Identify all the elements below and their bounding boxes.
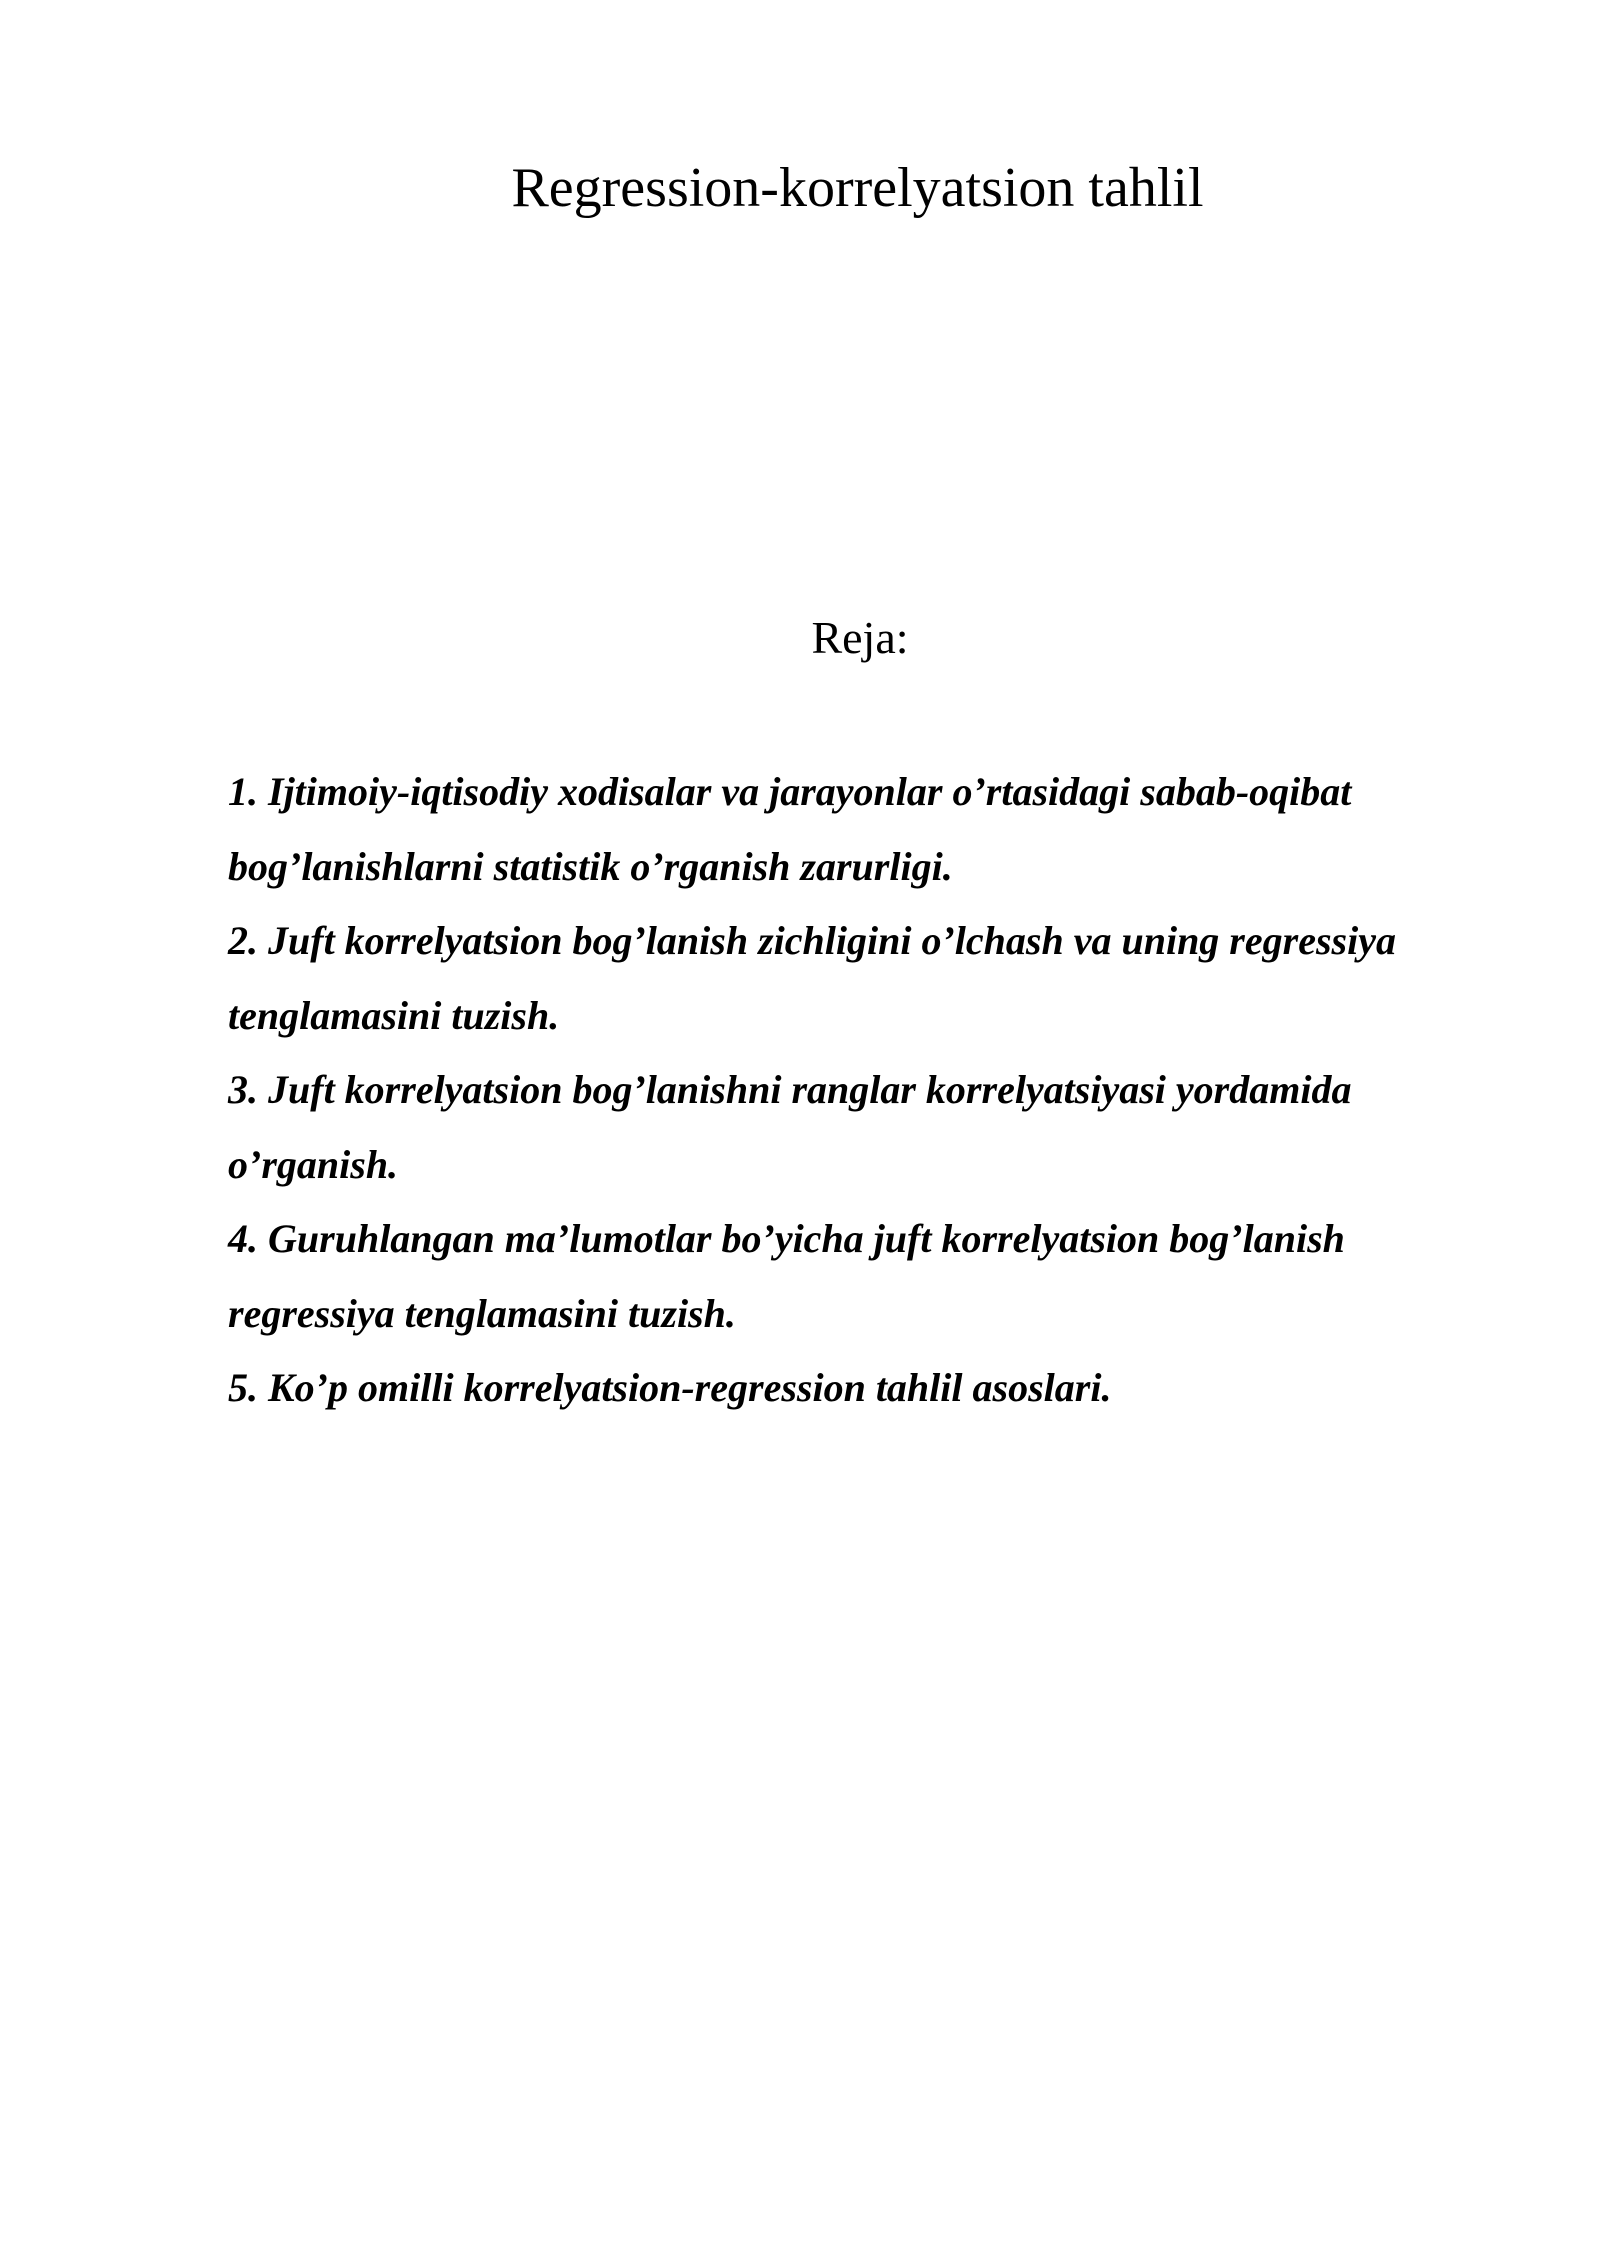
plan-line: 4. Guruhlangan ma’lumotlar bo’yicha juft korrelyatsion bog’lanish (228, 1216, 1345, 1261)
plan-line: 5. Ko’p omilli korrelyatsion-regression tahlil asoslari. (228, 1365, 1112, 1410)
plan-line: bog’lanishlarni statistik o’rganish zarurligi. (228, 843, 953, 889)
document-title: Regression-korrelyatsion tahlil (511, 157, 1204, 219)
plan-line: 1. Ijtimoiy-iqtisodiy xodisalar va jarayonlar o’rtasidagi sabab-oqibat (228, 769, 1352, 814)
plan-list (228, 755, 1498, 1426)
plan-line: tenglamasini tuzish. (228, 992, 560, 1038)
plan-heading: Reja: (811, 612, 909, 663)
plan-line: 2. Juft korrelyatsion bog’lanish zichligini o’lchash va uning regressiya (228, 918, 1396, 963)
plan-line: regressiya tenglamasini tuzish. (228, 1290, 736, 1336)
plan-line: 3. Juft korrelyatsion bog’lanishni ranglar korrelyatsiyasi yordamida (228, 1067, 1352, 1112)
plan-line: o’rganish. (228, 1141, 399, 1187)
